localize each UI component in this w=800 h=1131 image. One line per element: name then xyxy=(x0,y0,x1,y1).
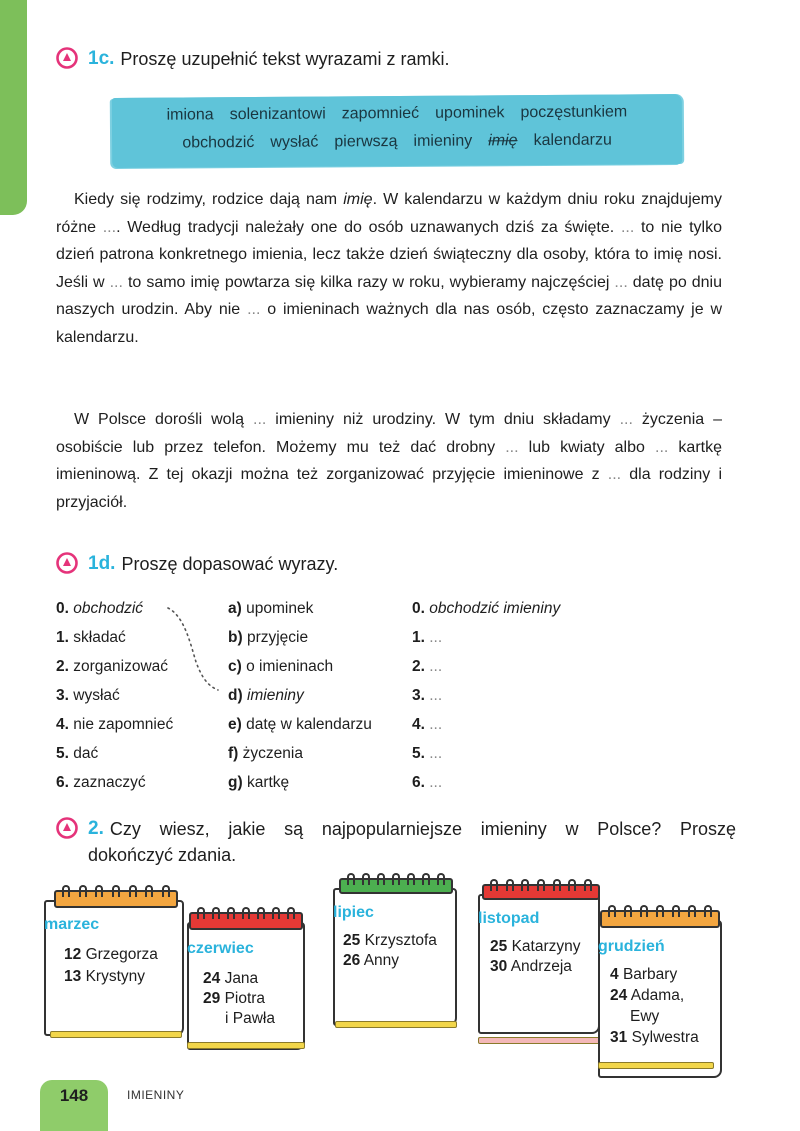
spiral-ring-icon xyxy=(227,907,235,919)
spiral-ring-icon xyxy=(272,907,280,919)
word-box-word: imieniny xyxy=(413,132,473,150)
text-segment: Kiedy się rodzimy, rodzice dają nam xyxy=(74,191,344,208)
spiral-ring-icon xyxy=(257,907,265,919)
spiral-ring-icon xyxy=(112,885,120,897)
middle-item xyxy=(228,683,304,709)
spiral-ring-icon xyxy=(197,907,205,919)
answer-blank: ... xyxy=(429,629,443,646)
calendar-entry: Ewy xyxy=(630,1008,660,1025)
spiral-ring-icon xyxy=(145,885,153,897)
item-text: składać xyxy=(73,629,126,646)
word-box-word: poczęstunkiem xyxy=(520,103,628,122)
item-letter: f) xyxy=(228,745,239,762)
text-segment: imieniny niż urodziny. W tym dniu składamy xyxy=(266,411,620,428)
calendar-entry: 30 Andrzeja xyxy=(490,958,572,975)
text-segment: kartkę imieninową. Z tej okazji można też zorganizować przyjęcie imieninowe z xyxy=(56,438,723,483)
example-word: imię xyxy=(343,191,373,208)
calendar-entry: 24 Jana xyxy=(203,970,259,987)
item-text: imieniny xyxy=(246,687,304,704)
item-number: 0. xyxy=(412,600,425,617)
answer-item xyxy=(412,683,442,709)
exercise-1c-header xyxy=(56,46,450,72)
calendar-binding xyxy=(482,884,600,900)
answer-item xyxy=(412,712,442,738)
item-letter: g) xyxy=(228,774,243,791)
text-segment: . W kalendarzu w każdym dniu roku znajdujemy różne xyxy=(56,191,723,236)
item-letter: d) xyxy=(228,687,243,704)
spiral-ring-icon xyxy=(704,905,712,917)
word-box-word: pierwszą xyxy=(334,132,398,151)
left-item xyxy=(56,654,168,680)
answer-item xyxy=(412,654,442,680)
word-box-word: kalendarzu xyxy=(533,131,612,150)
answer-blank: ... xyxy=(429,745,443,762)
text-segment: datę po dniu naszych urodzin. Aby nie xyxy=(56,273,723,318)
left-item xyxy=(56,625,126,651)
calendar-binding xyxy=(189,912,303,930)
exercise-instruction: Proszę dopasować wyrazy. xyxy=(121,554,339,574)
calendar-entry: 25 Krzysztofa xyxy=(343,932,437,949)
spiral-ring-icon xyxy=(437,873,445,885)
spiral-ring-icon xyxy=(407,873,415,885)
spiral-ring-icon xyxy=(672,905,680,917)
item-number: 3. xyxy=(412,687,425,704)
item-number: 6. xyxy=(412,774,425,791)
left-item xyxy=(56,712,173,738)
middle-item xyxy=(228,712,372,738)
spiral-ring-icon xyxy=(506,879,514,891)
gap-blank: ... xyxy=(620,218,635,236)
item-number: 5. xyxy=(412,745,425,762)
text-segment: dla rodziny i przyjaciół. xyxy=(56,466,722,511)
spiral-ring-icon xyxy=(640,905,648,917)
word-box-word-crossed: imię xyxy=(488,132,518,150)
calendar-bottom-strip xyxy=(187,1042,305,1049)
item-number: 6. xyxy=(56,774,69,791)
calendar-entry: 12 Grzegorza xyxy=(64,946,158,963)
spiral-ring-icon xyxy=(553,879,561,891)
item-text: nie zapomnieć xyxy=(73,716,174,733)
spiral-ring-icon xyxy=(608,905,616,917)
word-box-word: imiona xyxy=(166,106,214,124)
calendar-entry: i Pawła xyxy=(225,1010,275,1027)
text-segment: to nie tylko dzień patrona konkretnego imienia, lecz także dzień świąteczny dla osoby, która to imię nosi. Jeśli w xyxy=(56,218,722,291)
spiral-ring-icon xyxy=(624,905,632,917)
item-letter: a) xyxy=(228,600,242,617)
spiral-ring-icon xyxy=(392,873,400,885)
gap-blank: ... xyxy=(102,218,117,236)
spiral-ring-icon xyxy=(362,873,370,885)
gap-blank: ... xyxy=(247,301,261,318)
calendar-entry: 26 Anny xyxy=(343,952,400,969)
calendar-entry: 4 Barbary xyxy=(610,966,678,983)
item-number: 1. xyxy=(412,629,425,646)
spiral-ring-icon xyxy=(656,905,664,917)
exercise-instruction-line-2: dokończyć zdania. xyxy=(88,845,237,865)
example-match-dotted-line xyxy=(156,602,226,694)
page-number: 148 xyxy=(59,1086,89,1105)
spiral-ring-icon xyxy=(377,873,385,885)
exercise-number: 2. xyxy=(88,818,104,839)
item-number: 0. xyxy=(56,600,69,617)
gap-blank: ... xyxy=(109,273,123,291)
exercise-number: 1c. xyxy=(88,48,115,69)
pencil-task-icon xyxy=(56,47,78,69)
calendar-entry: 24 Adama, xyxy=(610,987,685,1004)
word-box-word: wysłać xyxy=(270,133,319,151)
answer-item xyxy=(412,596,560,622)
middle-item xyxy=(228,770,289,796)
middle-item xyxy=(228,741,303,767)
left-item xyxy=(56,683,120,709)
pencil-task-icon xyxy=(56,552,78,574)
calendar-binding xyxy=(600,910,720,928)
spiral-ring-icon xyxy=(490,879,498,891)
word-box-word: solenizantowi xyxy=(229,105,326,124)
word-box xyxy=(112,94,682,168)
answer-text: obchodzić imieniny xyxy=(429,600,561,617)
item-letter: e) xyxy=(228,716,242,733)
item-number: 4. xyxy=(56,716,69,733)
gap-blank: ... xyxy=(253,411,267,428)
left-item xyxy=(56,741,98,767)
spiral-ring-icon xyxy=(79,885,87,897)
spiral-ring-icon xyxy=(95,885,103,897)
item-text: obchodzić xyxy=(73,600,144,617)
calendar-bottom-strip xyxy=(335,1021,457,1028)
word-box-word: zapomnieć xyxy=(341,104,420,123)
exercise-1d-header xyxy=(56,551,338,577)
item-text: zaznaczyć xyxy=(73,774,146,791)
item-number: 2. xyxy=(56,658,69,675)
item-text: przyjęcie xyxy=(246,629,309,646)
spiral-ring-icon xyxy=(568,879,576,891)
spiral-ring-icon xyxy=(62,885,70,897)
word-box-row-2 xyxy=(112,131,682,153)
calendar-bottom-strip xyxy=(478,1037,600,1044)
item-text: upominek xyxy=(246,600,314,617)
text-segment: lub kwiaty albo xyxy=(518,438,655,456)
calendar-bottom-strip xyxy=(598,1062,714,1069)
page-number-badge xyxy=(40,1080,108,1131)
spiral-ring-icon xyxy=(162,885,170,897)
answer-item xyxy=(412,770,442,796)
text-segment: życzenia – osobiście lub przez telefon. Możemy mu też dać drobny xyxy=(56,411,723,456)
exercise-number: 1d. xyxy=(88,553,116,574)
chapter-side-tab xyxy=(0,0,27,215)
word-box-word: obchodzić xyxy=(182,133,255,152)
item-number: 4. xyxy=(412,716,425,733)
pencil-task-icon xyxy=(56,817,78,839)
left-item xyxy=(56,770,146,796)
item-text: datę w kalendarzu xyxy=(246,716,372,733)
item-text: wysłać xyxy=(73,687,120,704)
gap-blank: ... xyxy=(614,273,628,291)
exercise-instruction-line-1: Czy wiesz, jakie są najpopularniejsze imieniny w Polsce? Proszę xyxy=(109,819,736,839)
exercise-instruction: Proszę uzupełnić tekst wyrazami z ramki. xyxy=(120,49,450,69)
gap-blank: ... xyxy=(607,466,622,483)
answer-blank: ... xyxy=(429,716,443,733)
text-segment: o imieninach ważnych dla nas osób, często zaznaczamy je w kalendarzu. xyxy=(56,301,723,346)
word-box-row-1 xyxy=(112,103,682,125)
calendar-binding xyxy=(339,878,453,894)
spiral-ring-icon xyxy=(537,879,545,891)
spiral-ring-icon xyxy=(584,879,592,891)
answer-blank: ... xyxy=(429,774,443,791)
spiral-ring-icon xyxy=(347,873,355,885)
item-number: 1. xyxy=(56,629,69,646)
middle-item xyxy=(228,625,308,651)
item-text: o imieninach xyxy=(246,658,334,675)
calendar-binding xyxy=(54,890,178,908)
calendar-entry: 31 Sylwestra xyxy=(610,1029,699,1046)
answer-blank: ... xyxy=(429,658,443,675)
answer-blank: ... xyxy=(429,687,443,704)
answer-item xyxy=(412,741,442,767)
calendar-entry: 29 Piotra xyxy=(203,990,266,1007)
item-number: 5. xyxy=(56,745,69,762)
text-segment: to samo imię powtarza się kilka razy w roku, wybieramy najczęściej xyxy=(122,273,615,291)
spiral-ring-icon xyxy=(287,907,295,919)
text-paragraph-1 xyxy=(56,186,722,351)
exercise-2-header xyxy=(56,816,736,868)
left-item xyxy=(56,596,143,622)
gap-blank: ... xyxy=(619,411,633,428)
gap-blank: ... xyxy=(505,438,519,456)
middle-item xyxy=(228,596,313,622)
item-text: kartkę xyxy=(246,774,290,791)
text-paragraph-2 xyxy=(56,406,722,516)
middle-item xyxy=(228,654,333,680)
text-segment: . Według tradycji należały one do osób uznawanych dziś za święte. xyxy=(116,218,621,236)
calendar-bottom-strip xyxy=(50,1031,182,1038)
calendar-entry: 13 Krystyny xyxy=(64,968,145,985)
spiral-ring-icon xyxy=(212,907,220,919)
gap-blank: ... xyxy=(655,438,669,456)
item-number: 3. xyxy=(56,687,69,704)
item-letter: b) xyxy=(228,629,243,646)
spiral-ring-icon xyxy=(422,873,430,885)
item-text: życzenia xyxy=(242,745,303,762)
item-number: 2. xyxy=(412,658,425,675)
text-segment: W Polsce dorośli wolą xyxy=(74,411,253,428)
answer-item xyxy=(412,625,442,651)
spiral-ring-icon xyxy=(129,885,137,897)
chapter-title: IMIENINY xyxy=(127,1088,185,1102)
word-box-word: upominek xyxy=(435,104,505,122)
spiral-ring-icon xyxy=(521,879,529,891)
item-text: zorganizować xyxy=(73,658,169,675)
item-text: dać xyxy=(73,745,99,762)
item-letter: c) xyxy=(228,658,242,675)
spiral-ring-icon xyxy=(242,907,250,919)
calendar-entry: 25 Katarzyny xyxy=(490,938,581,955)
spiral-ring-icon xyxy=(688,905,696,917)
